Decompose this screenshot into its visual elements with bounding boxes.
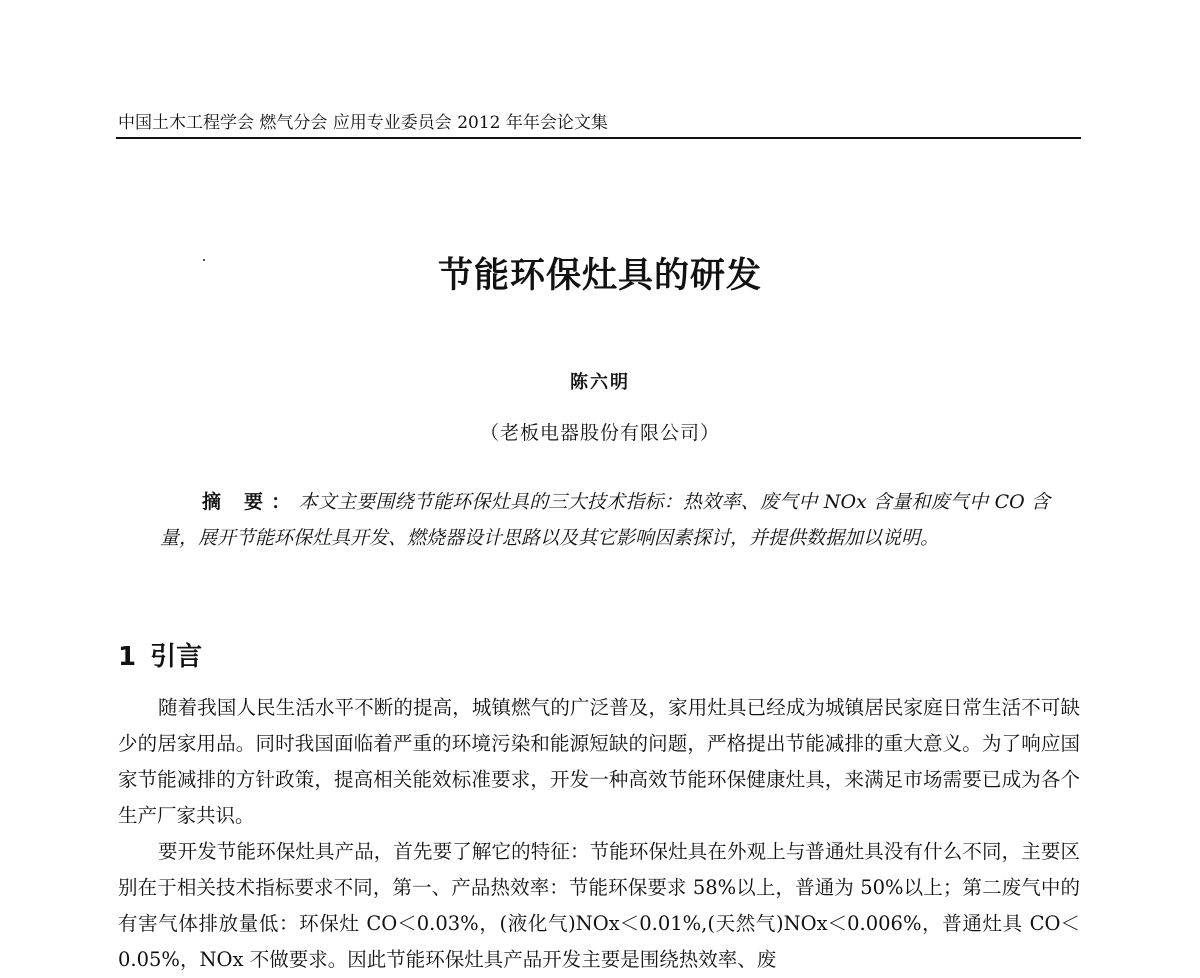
author-name: 陈六明	[570, 372, 630, 393]
header-rule	[116, 137, 1081, 139]
author-affiliation: （老板电器股份有限公司）	[479, 422, 720, 444]
section-number: 1	[118, 642, 137, 672]
section-heading	[118, 636, 202, 673]
body-paragraph: 要开发节能环保灶具产品，首先要了解它的特征：节能环保灶具在外观上与普通灶具没有什么不同，主要区别在于相关技术指标要求不同，第一、产品热效率：节能环保要求 58%以上，普通为 50%以上；第二废气中的有害气体排放量低：环保灶 CO＜0.03%，(液化气)NOx＜0.01%,(天然气)NOx＜0.006%，普通灶具 CO＜0.05%，NOx 不做要求。因此节能环保灶具产品开发主要是围绕热效率、废	[118, 840, 1080, 971]
section-title: 引言	[150, 642, 203, 672]
body-paragraph: 随着我国人民生活水平不断的提高，城镇燃气的广泛普及，家用灶具已经成为城镇居民家庭日常生活不可缺少的居家用品。同时我国面临着严重的环境污染和能源短缺的问题，严格提出节能减排的重大意义。为了响应国家节能减排的方针政策，提高相关能效标准要求，开发一种高效节能环保健康灶具，来满足市场需要已成为各个生产厂家共识。	[118, 696, 1080, 827]
running-header: 中国土木工程学会 燃气分会 应用专业委员会 2012 年年会论文集	[118, 113, 608, 133]
paper-title: 节能环保灶具的研发	[437, 256, 762, 296]
abstract-label: 摘 要：	[202, 491, 299, 513]
abstract-text: 本文主要围绕节能环保灶具的三大技术指标：热效率、废气中 NOx 含量和废气中 CO 含量，展开节能环保灶具开发、燃烧器设计思路以及其它影响因素探讨，并提供数据加以说明。	[160, 491, 1050, 549]
abstract	[160, 484, 1050, 556]
section-body	[118, 690, 1080, 978]
